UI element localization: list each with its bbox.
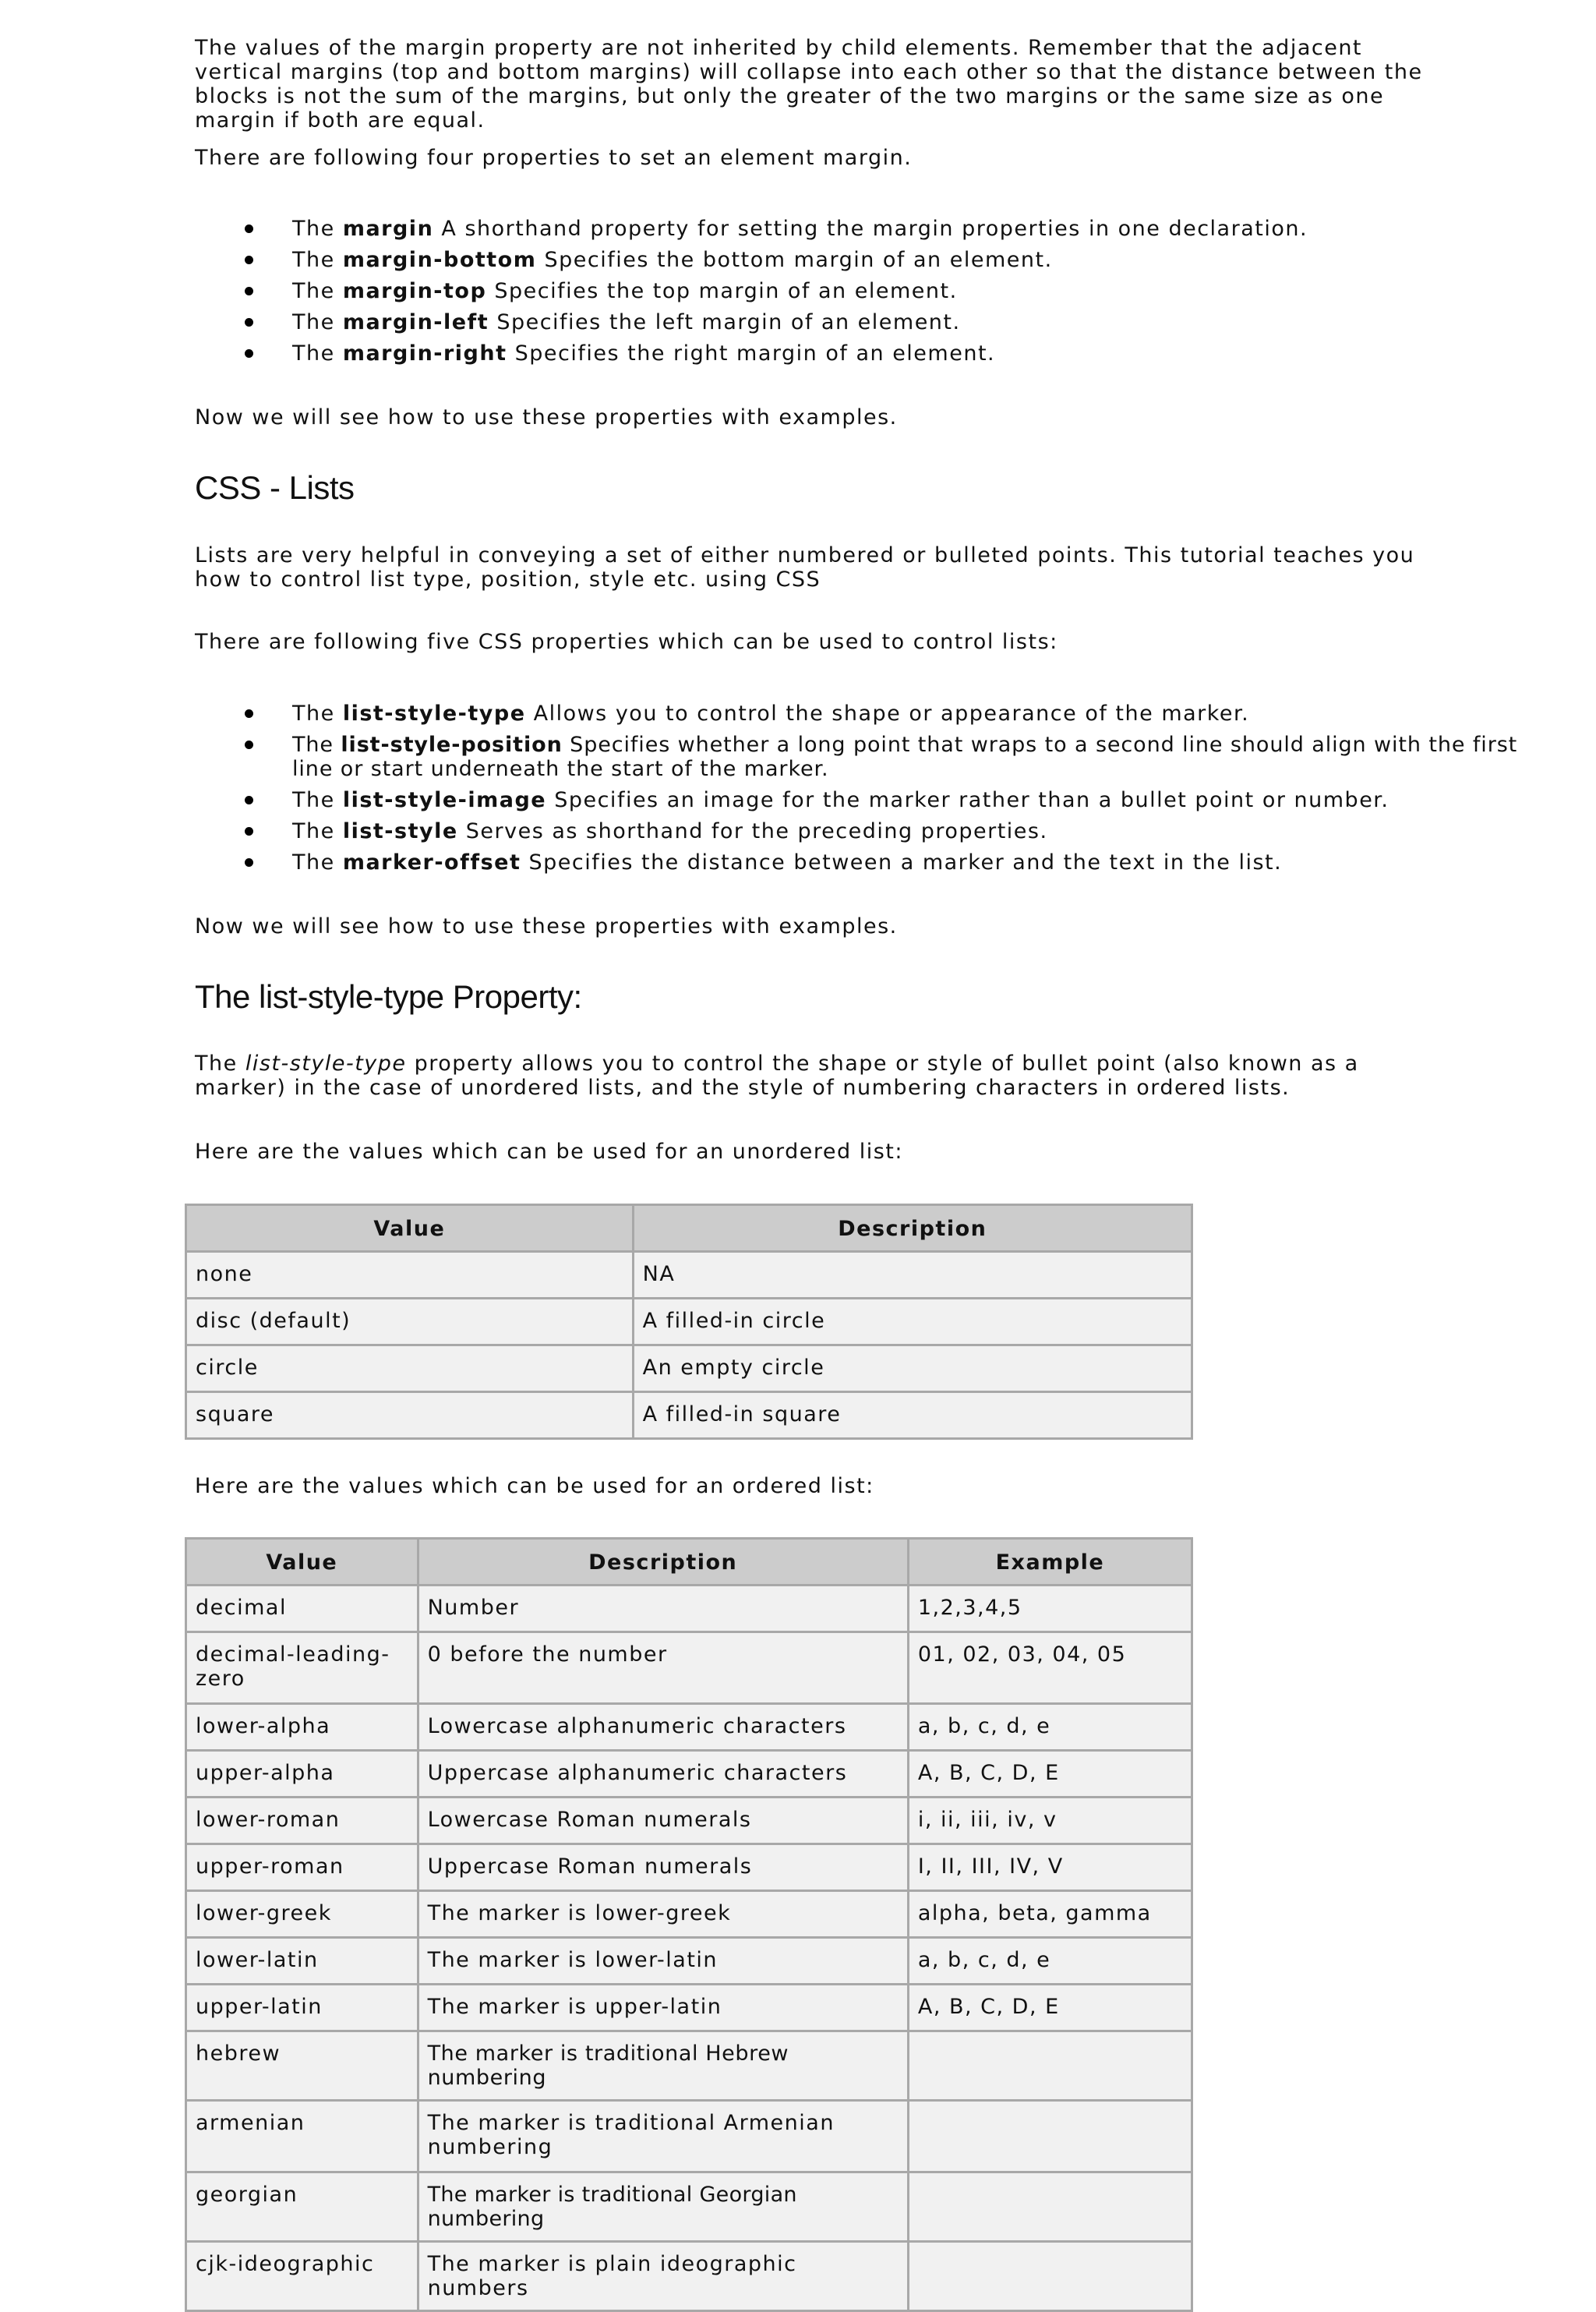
margin-outro: Now we will see how to use these properties with examples. (195, 405, 898, 430)
lists-intro-paragraph: Lists are very helpful in conveying a set of either numbered or bulleted points. This tutorial teaches you how to control list type, position, style etc. using CSS (195, 543, 1415, 592)
table-row: disc (default) A filled-in circle (186, 1299, 1192, 1345)
lists-outro: Now we will see how to use these properties with examples. (195, 914, 898, 939)
column-header: Example (908, 1539, 1192, 1586)
section-heading-css-lists: CSS - Lists (195, 469, 355, 506)
ordered-values-table (185, 1537, 1193, 2312)
unordered-values-lead: Here are the values which can be used for an unordered list: (195, 1140, 903, 1164)
list-item: The marker-offset Specifies the distance between a marker and the text in the list. (292, 850, 1524, 875)
margin-intro-paragraph: The values of the margin property are not inherited by child elements. Remember that the adjacent vertical margins (top and bottom margins) will collapse into each other so that the distance between the blocks is not the sum of the margins, but only the greater of the two margins or the same size as one margin if both are equal. (195, 36, 1423, 133)
table-row: lower-greek The marker is lower-greek alpha, beta, gamma (186, 1891, 1192, 1938)
table-row: upper-roman Uppercase Roman numerals I, II, III, IV, V (186, 1844, 1192, 1891)
table-row: georgian The marker is traditional Georgian numbering (186, 2172, 1192, 2242)
list-item: The margin-bottom Specifies the bottom margin of an element. (292, 248, 1524, 272)
table-row: square A filled-in square (186, 1392, 1192, 1439)
table-header-row (186, 1539, 1192, 1586)
table-row: lower-latin The marker is lower-latin a, b, c, d, e (186, 1938, 1192, 1985)
column-header: Value (186, 1205, 634, 1252)
table-row: decimal Number 1,2,3,4,5 (186, 1586, 1192, 1632)
table-row: none NA (186, 1252, 1192, 1299)
column-header: Description (418, 1539, 908, 1586)
table-row: armenian The marker is traditional Armenian numbering (186, 2101, 1192, 2172)
margin-properties-list (195, 217, 1524, 373)
table-row: upper-latin The marker is upper-latin A, B, C, D, E (186, 1985, 1192, 2031)
table-row: upper-alpha Uppercase alphanumeric characters A, B, C, D, E (186, 1751, 1192, 1798)
table-row: hebrew The marker is traditional Hebrew numbering (186, 2031, 1192, 2101)
list-style-type-paragraph: The list-style-type property allows you to control the shape or style of bullet point (also known as a marker) in the case of unordered lists, and the style of numbering characters in ordered lists. (195, 1052, 1359, 1100)
list-item: The margin A shorthand property for setting the margin properties in one declaration. (292, 217, 1524, 241)
lists-properties-list (195, 702, 1524, 882)
list-item: The margin-left Specifies the left margin of an element. (292, 310, 1524, 334)
ordered-values-lead: Here are the values which can be used for an ordered list: (195, 1474, 874, 1498)
list-style-type-term: list-style-type (245, 1052, 407, 1076)
unordered-values-table (185, 1204, 1193, 1440)
lists-properties-lead: There are following five CSS properties which can be used to control lists: (195, 630, 1058, 654)
list-item: The list-style-position Specifies whether a long point that wraps to a second line should align with the first line or start underneath the start of the marker. (292, 733, 1524, 781)
column-header: Value (186, 1539, 418, 1586)
section-heading-list-style-type: The list-style-type Property: (195, 978, 582, 1015)
table-row: cjk-ideographic The marker is plain ideographic numbers (186, 2242, 1192, 2311)
table-row: decimal-leading-zero 0 before the number 01, 02, 03, 04, 05 (186, 1632, 1192, 1704)
table-row: lower-roman Lowercase Roman numerals i, ii, iii, iv, v (186, 1798, 1192, 1844)
list-item: The list-style-type Allows you to control the shape or appearance of the marker. (292, 702, 1524, 726)
list-item: The list-style-image Specifies an image for the marker rather than a bullet point or number. (292, 788, 1524, 812)
table-header-row (186, 1205, 1192, 1252)
column-header: Description (633, 1205, 1192, 1252)
list-item: The list-style Serves as shorthand for the preceding properties. (292, 819, 1524, 843)
list-item: The margin-right Specifies the right margin of an element. (292, 341, 1524, 366)
table-row: lower-alpha Lowercase alphanumeric characters a, b, c, d, e (186, 1704, 1192, 1751)
margin-properties-lead: There are following four properties to set an element margin. (195, 146, 913, 170)
list-item: The margin-top Specifies the top margin of an element. (292, 279, 1524, 303)
table-row: circle An empty circle (186, 1345, 1192, 1392)
